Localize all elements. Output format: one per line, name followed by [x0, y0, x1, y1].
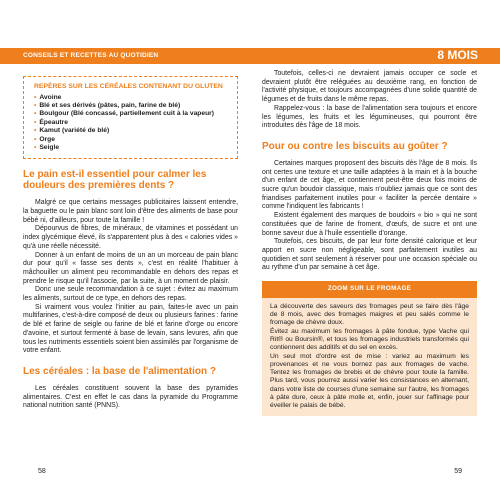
paragraph: Existent également des marques de boudoirs « bio » qui ne sont constituées que de farine de froment, d'œufs, de sucre et ont une bonne saveur due à l'huile essentielle d'orange.: [262, 212, 477, 237]
bullet-icon: •: [34, 135, 37, 143]
page-number-left: 58: [38, 468, 46, 475]
bread-heading: Le pain est-il essentiel pour calmer les douleurs des premières dents ?: [23, 169, 207, 192]
bullet-icon: •: [34, 143, 37, 151]
paragraph: Dépourvus de fibres, de minéraux, de vitamines et possédant un index glycémique élevé, ils s'apparentent plus à des « calories vides » qu'à une réelle nécessité.: [23, 225, 238, 250]
paragraph: Les céréales constituent souvent la base des pyramides alimentaires. C'est en effet le cas dans la pyramide du Programme national nutrition santé (PNNS).: [23, 385, 238, 410]
paragraph: Évitez au maximum les fromages à pâte fondue, type Vache qui Rit® ou Boursin®, et tous les fromages industriels transformés qui contiennent des additifs et du sel en excès.: [270, 327, 469, 352]
bullet-icon: •: [34, 127, 37, 135]
age-title: 8 MOIS: [437, 48, 478, 62]
right-page-column: [262, 70, 477, 416]
biscuits-heading: Pour ou contre les biscuits au goûter ?: [262, 140, 448, 152]
paragraph: Toutefois, celles-ci ne devraient jamais occuper ce socle et devraient plutôt être reléguées au deuxième rang, en fonction de l'activité physique, et toujours accompagnées d'une solide quantité de légumes et de fruits dans le même repas.: [262, 70, 477, 104]
paragraph: Toutefois, ces biscuits, de par leur forte densité calorique et leur apport en sucre non négligeable, sont parfaitement inutiles au quotidien et sont seulement à réserver pour une occasion spéciale ou au rythme d'un par semaine à cet âge.: [262, 238, 477, 272]
bullet-icon: •: [34, 101, 37, 109]
cereals-heading: Les céréales : la base de l'alimentation ?: [23, 366, 217, 377]
list-item: • Orge: [34, 135, 55, 143]
bullet-icon: •: [34, 110, 37, 118]
list-item: • Seigle: [34, 143, 60, 151]
paragraph: Si vraiment vous voulez l'initier au pain, faites-le avec un pain multifarines, c'est-à-dire composé de deux ou plusieurs farines : farine de blé et farine de seigle ou farine de blé et farine d'orge ou encore d'avoine, et surtout fermenté à base de levain, sans levures, afin que tous les nutriments essentiels soient bien assimilés par l'organisme de votre enfant.: [23, 303, 238, 355]
chapter-header-bar: [0, 48, 500, 64]
zoom-body: [262, 298, 477, 416]
page-number-right: 59: [454, 468, 462, 475]
paragraph: Rappelez-vous : la base de l'alimentation sera toujours et encore les légumes, les fruits et les légumineuses, qui pourront être introduites dès l'âge de 18 mois.: [262, 104, 477, 130]
cereal-list: [34, 94, 229, 153]
cereal-gluten-box: [23, 76, 238, 159]
list-item: • Avoine: [34, 93, 62, 101]
section-title: CONSEILS ET RECETTES AU QUOTIDIEN: [23, 52, 159, 59]
list-item: • Épeautre: [34, 118, 68, 126]
bullet-icon: •: [34, 93, 37, 101]
paragraph: Malgré ce que certains messages publicitaires laissent entendre, la baguette ou le pain blanc sont loin d'être des aliments de base pour bébé ni, d'ailleurs, pour toute la famille !: [23, 199, 238, 224]
cheese-zoom-box: [262, 281, 477, 416]
cereal-box-title: REPÈRES SUR LES CÉRÉALES CONTENANT DU GLUTEN: [34, 83, 223, 90]
list-item: • Kamut (variété de blé): [34, 127, 110, 135]
list-item: • Blé et ses dérivés (pâtes, pain, farine de blé): [34, 101, 181, 109]
paragraph: La découverte des saveurs des fromages peut se faire dès l'âge de 8 mois, avec des fromages maigres et peu salés comme le fromage de chèvre doux.: [270, 302, 469, 327]
zoom-title: ZOOM SUR LE FROMAGE: [262, 281, 477, 298]
left-page-column: [23, 70, 238, 411]
paragraph: Certaines marques proposent des biscuits dès l'âge de 8 mois. Ils ont certes une texture et une taille adaptées à la main et à la bouche d'un enfant de cet âge, et contiennent peut-être deux fois moins de sucre qu'un boudoir classique, mais n'oubliez jamais que ce sont des friandises parfaitement inutiles pour « faciliter la percée dentaire » comme l'indiquent les fabricants !: [262, 159, 477, 211]
paragraph: Donner à un enfant de moins de un an un morceau de pain blanc dur pour qu'il « fasse ses dents », c'est en réalité l'habituer à mâchouiller un aliment peu recommandable en dehors des repas et prendre le risque qu'il l'associe, par la suite, à un moment de plaisir.: [23, 251, 238, 285]
bullet-icon: •: [34, 118, 37, 126]
paragraph: Donc une seule recommandation à ce sujet : évitez au maximum les aliments, surtout de ce type, en dehors des repas.: [23, 286, 238, 303]
paragraph: Un seul mot d'ordre est de mise : variez au maximum les provenances et ne vous bornez pas aux fromages de vache. Tentez les fromages de brebis et de chèvre pour toute la famille. Plus tard, vous pourrez aussi varier les consistances en alternant, dans votre liste de courses d'une semaine sur l'autre, les fromages à pâte dure, ceux à pâte molle et, enfin, jouer sur l'affinage pour éveiller le palais de bébé.: [270, 352, 469, 410]
list-item: • Boulgour (Blé concassé, partiellement cuit à la vapeur): [34, 110, 215, 118]
